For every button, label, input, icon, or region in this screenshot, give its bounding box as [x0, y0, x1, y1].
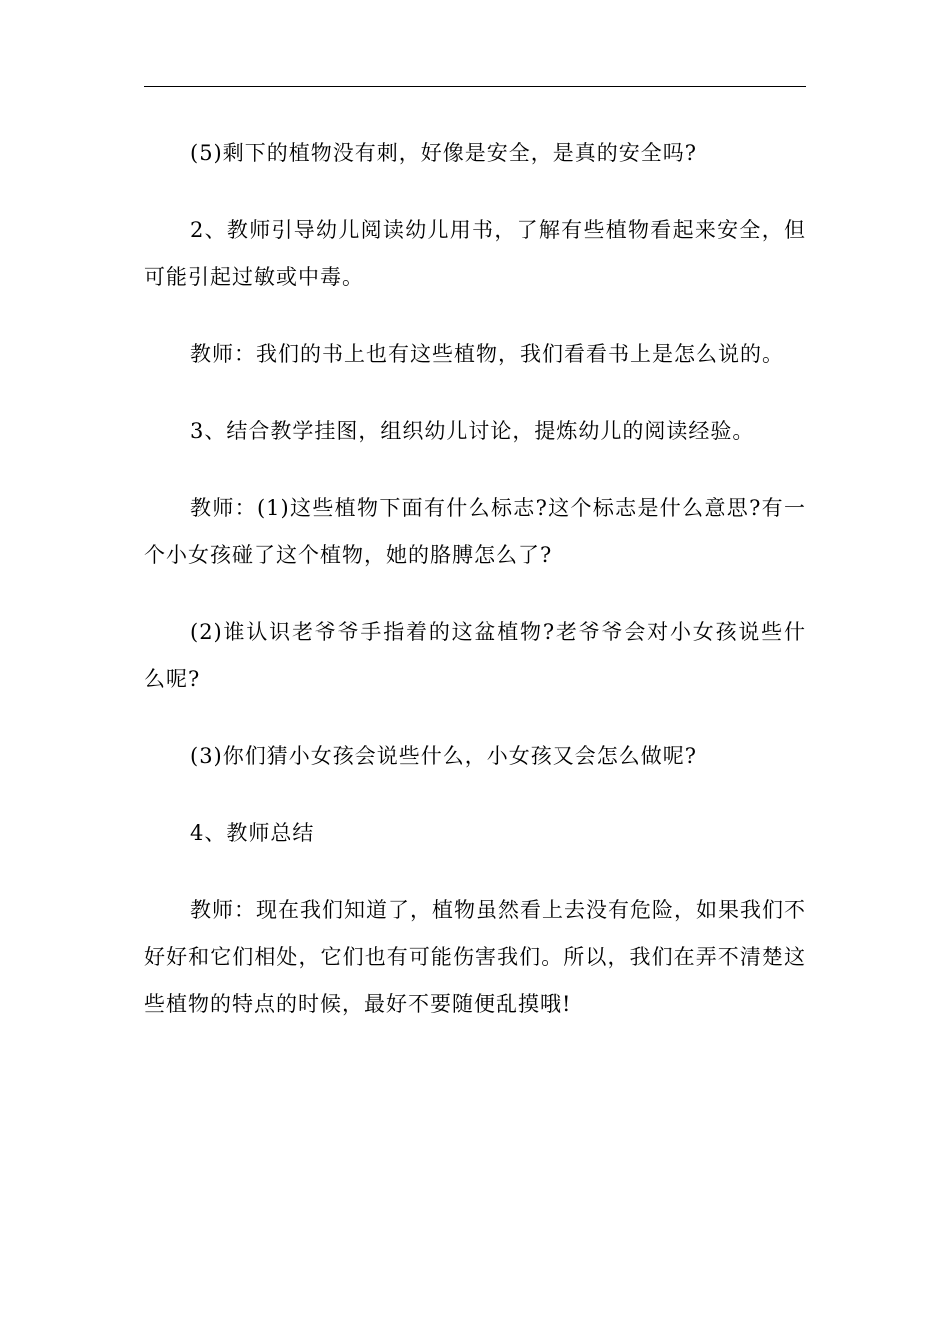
- paragraph-step-3: 3、结合教学挂图，组织幼儿讨论，提炼幼儿的阅读经验。: [190, 419, 755, 443]
- paragraph-teacher-book: 教师：我们的书上也有这些植物，我们看看书上是怎么说的。: [190, 342, 784, 366]
- header-rule: [144, 86, 806, 87]
- document-body: [144, 130, 806, 1058]
- paragraph-question-5: (5)剩下的植物没有刺，好像是安全，是真的安全吗?: [190, 141, 698, 165]
- paragraph-teacher-summary: 教师：现在我们知道了，植物虽然看上去没有危险，如果我们不好好和它们相处，它们也有可能伤害我们。所以，我们在弄不清楚这些植物的特点的时候，最好不要随便乱摸哦!: [144, 898, 806, 1016]
- paragraph-question-2: (2)谁认识老爷爷手指着的这盆植物?老爷爷会对小女孩说些什么呢?: [144, 620, 806, 691]
- paragraph-teacher-question-1: 教师：(1)这些植物下面有什么标志?这个标志是什么意思?有一个小女孩碰了这个植物，她的胳膊怎么了?: [144, 496, 806, 567]
- paragraph-step-2: 2、教师引导幼儿阅读幼儿用书，了解有些植物看起来安全，但可能引起过敏或中毒。: [144, 218, 806, 289]
- paragraph-step-4: 4、教师总结: [190, 821, 315, 845]
- paragraph-question-3: (3)你们猜小女孩会说些什么，小女孩又会怎么做呢?: [190, 744, 698, 768]
